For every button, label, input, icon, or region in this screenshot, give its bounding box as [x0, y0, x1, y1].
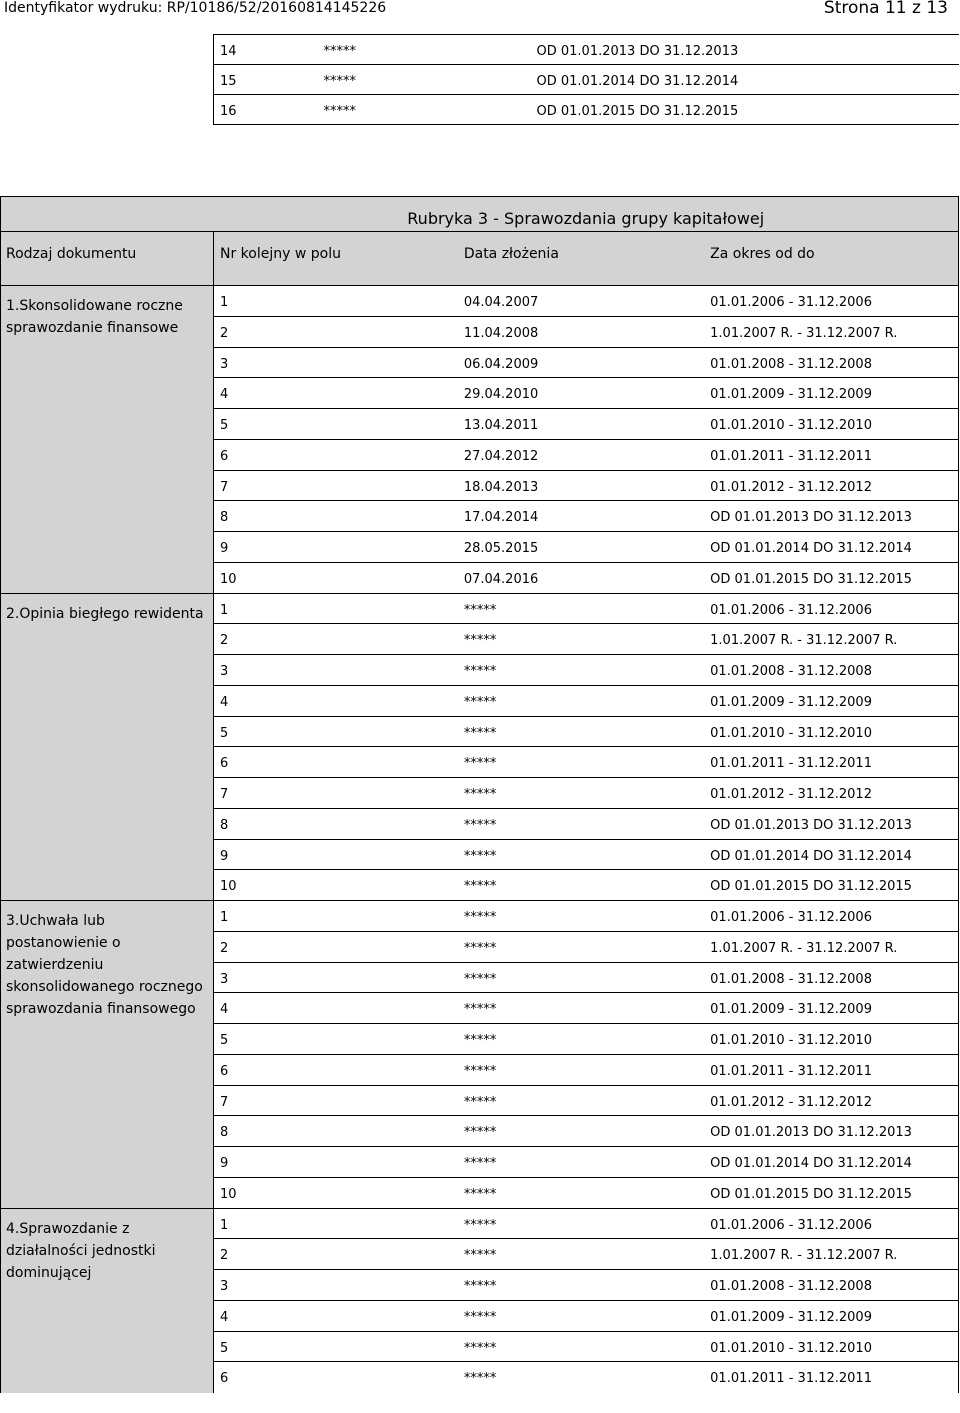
row-period: 01.01.2010 - 31.12.2010	[710, 1331, 958, 1362]
row-nr: 15	[214, 65, 322, 95]
row-nr: 6	[214, 439, 462, 470]
row-nr: 3	[214, 1270, 462, 1301]
row-date: *****	[462, 1116, 710, 1147]
row-period: 01.01.2011 - 31.12.2011	[710, 1362, 958, 1393]
row-period: OD 01.01.2015 DO 31.12.2015	[537, 95, 960, 125]
document-type-label: 1.Skonsolidowane roczne sprawozdanie finansowe	[1, 286, 214, 594]
row-period: 1.01.2007 R. - 31.12.2007 R.	[710, 931, 958, 962]
row-date: 18.04.2013	[462, 470, 710, 501]
row-period: 01.01.2009 - 31.12.2009	[710, 993, 958, 1024]
row-date: *****	[462, 685, 710, 716]
row-date: 29.04.2010	[462, 378, 710, 409]
row-nr: 1	[214, 901, 462, 932]
row-period: OD 01.01.2013 DO 31.12.2013	[710, 808, 958, 839]
row-date: *****	[462, 1147, 710, 1178]
row-nr: 4	[214, 378, 462, 409]
document-type-label: 2.Opinia biegłego rewidenta	[1, 593, 214, 901]
row-nr: 5	[214, 1024, 462, 1055]
table-row	[214, 35, 960, 65]
row-period: OD 01.01.2015 DO 31.12.2015	[710, 562, 958, 593]
table-row	[1, 593, 959, 624]
row-date: 17.04.2014	[462, 501, 710, 532]
row-period: OD 01.01.2013 DO 31.12.2013	[537, 35, 960, 65]
row-period: OD 01.01.2014 DO 31.12.2014	[710, 1147, 958, 1178]
row-date: 13.04.2011	[462, 409, 710, 440]
row-nr: 6	[214, 1054, 462, 1085]
row-nr: 5	[214, 409, 462, 440]
row-period: 01.01.2006 - 31.12.2006	[710, 593, 958, 624]
group-reports-table	[0, 196, 959, 1393]
col-header-okres: Za okres od do	[710, 232, 958, 286]
row-date: *****	[462, 993, 710, 1024]
row-period: OD 01.01.2013 DO 31.12.2013	[710, 1116, 958, 1147]
row-date: 27.04.2012	[462, 439, 710, 470]
row-period: OD 01.01.2014 DO 31.12.2014	[710, 532, 958, 563]
row-date: *****	[462, 808, 710, 839]
row-nr: 8	[214, 1116, 462, 1147]
row-period: 1.01.2007 R. - 31.12.2007 R.	[710, 316, 958, 347]
row-date: *****	[462, 1300, 710, 1331]
row-nr: 7	[214, 470, 462, 501]
row-period: OD 01.01.2014 DO 31.12.2014	[537, 65, 960, 95]
row-nr: 10	[214, 562, 462, 593]
row-date: 11.04.2008	[462, 316, 710, 347]
row-period: 01.01.2006 - 31.12.2006	[710, 901, 958, 932]
row-period: 1.01.2007 R. - 31.12.2007 R.	[710, 624, 958, 655]
row-date: *****	[462, 931, 710, 962]
row-nr: 9	[214, 839, 462, 870]
row-nr: 5	[214, 1331, 462, 1362]
row-period: 01.01.2010 - 31.12.2010	[710, 716, 958, 747]
row-period: OD 01.01.2015 DO 31.12.2015	[710, 1177, 958, 1208]
row-nr: 6	[214, 747, 462, 778]
row-nr: 8	[214, 501, 462, 532]
row-nr: 16	[214, 95, 322, 125]
table-row	[1, 286, 959, 317]
row-period: 01.01.2010 - 31.12.2010	[710, 409, 958, 440]
row-nr: 8	[214, 808, 462, 839]
row-nr: 2	[214, 1239, 462, 1270]
row-nr: 4	[214, 685, 462, 716]
row-date: *****	[462, 593, 710, 624]
row-period: 01.01.2012 - 31.12.2012	[710, 1085, 958, 1116]
row-nr: 9	[214, 1147, 462, 1178]
row-period: 01.01.2008 - 31.12.2008	[710, 655, 958, 686]
row-date: *****	[462, 1085, 710, 1116]
row-period: 01.01.2009 - 31.12.2009	[710, 1300, 958, 1331]
row-period: OD 01.01.2015 DO 31.12.2015	[710, 870, 958, 901]
row-date: *****	[462, 1362, 710, 1393]
row-date: *****	[462, 655, 710, 686]
row-date: *****	[462, 1177, 710, 1208]
row-nr: 1	[214, 593, 462, 624]
row-nr: 4	[214, 1300, 462, 1331]
section-title-row	[1, 197, 959, 232]
row-date: *****	[322, 35, 537, 65]
row-date: *****	[462, 1270, 710, 1301]
row-period: 01.01.2008 - 31.12.2008	[710, 962, 958, 993]
row-nr: 9	[214, 532, 462, 563]
row-period: 01.01.2006 - 31.12.2006	[710, 1208, 958, 1239]
col-header-rodzaj: Rodzaj dokumentu	[1, 232, 214, 286]
row-period: 01.01.2011 - 31.12.2011	[710, 1054, 958, 1085]
row-date: *****	[322, 65, 537, 95]
table-row	[214, 65, 960, 95]
row-period: 01.01.2011 - 31.12.2011	[710, 747, 958, 778]
row-nr: 5	[214, 716, 462, 747]
row-period: 01.01.2012 - 31.12.2012	[710, 470, 958, 501]
row-date: *****	[462, 870, 710, 901]
row-nr: 3	[214, 655, 462, 686]
row-date: *****	[462, 901, 710, 932]
row-period: OD 01.01.2014 DO 31.12.2014	[710, 839, 958, 870]
row-date: *****	[462, 778, 710, 809]
print-identifier: Identyfikator wydruku: RP/10186/52/20160814145226	[4, 0, 387, 16]
row-period: OD 01.01.2013 DO 31.12.2013	[710, 501, 958, 532]
table-row	[1, 1208, 959, 1239]
row-nr: 7	[214, 778, 462, 809]
row-period: 01.01.2009 - 31.12.2009	[710, 685, 958, 716]
row-date: *****	[462, 1331, 710, 1362]
row-nr: 10	[214, 1177, 462, 1208]
row-date: *****	[462, 1239, 710, 1270]
document-type-label: 3.Uchwała lub postanowienie o zatwierdzeniu skonsolidowanego rocznego sprawozdania finansowego	[1, 901, 214, 1209]
row-nr: 1	[214, 1208, 462, 1239]
row-date: *****	[322, 95, 537, 125]
row-date: *****	[462, 1054, 710, 1085]
row-date: 06.04.2009	[462, 347, 710, 378]
row-nr: 4	[214, 993, 462, 1024]
title-spacer	[1, 197, 214, 232]
row-date: *****	[462, 962, 710, 993]
row-nr: 10	[214, 870, 462, 901]
page-number: Strona 11 z 13	[823, 0, 948, 18]
row-date: *****	[462, 747, 710, 778]
row-date: 28.05.2015	[462, 532, 710, 563]
row-date: *****	[462, 624, 710, 655]
col-header-data: Data złożenia	[462, 232, 710, 286]
row-period: 01.01.2008 - 31.12.2008	[710, 1270, 958, 1301]
row-nr: 3	[214, 347, 462, 378]
row-date: *****	[462, 1208, 710, 1239]
row-date: 07.04.2016	[462, 562, 710, 593]
row-period: 01.01.2009 - 31.12.2009	[710, 378, 958, 409]
col-header-nr: Nr kolejny w polu	[214, 232, 462, 286]
row-date: 04.04.2007	[462, 286, 710, 317]
row-nr: 2	[214, 931, 462, 962]
table-row	[1, 901, 959, 932]
row-nr: 7	[214, 1085, 462, 1116]
row-period: 01.01.2012 - 31.12.2012	[710, 778, 958, 809]
row-date: *****	[462, 1024, 710, 1055]
section-title: Rubryka 3 - Sprawozdania grupy kapitałowej	[214, 197, 959, 232]
continued-rows-table	[213, 34, 959, 125]
row-nr: 1	[214, 286, 462, 317]
row-date: *****	[462, 839, 710, 870]
row-period: 1.01.2007 R. - 31.12.2007 R.	[710, 1239, 958, 1270]
row-period: 01.01.2010 - 31.12.2010	[710, 1024, 958, 1055]
row-nr: 6	[214, 1362, 462, 1393]
row-nr: 2	[214, 316, 462, 347]
row-period: 01.01.2011 - 31.12.2011	[710, 439, 958, 470]
row-period: 01.01.2006 - 31.12.2006	[710, 286, 958, 317]
row-date: *****	[462, 716, 710, 747]
row-nr: 14	[214, 35, 322, 65]
row-nr: 3	[214, 962, 462, 993]
row-nr: 2	[214, 624, 462, 655]
table-row	[214, 95, 960, 125]
row-period: 01.01.2008 - 31.12.2008	[710, 347, 958, 378]
column-header-row	[1, 232, 959, 286]
document-type-label: 4.Sprawozdanie z działalności jednostki dominującej	[1, 1208, 214, 1393]
